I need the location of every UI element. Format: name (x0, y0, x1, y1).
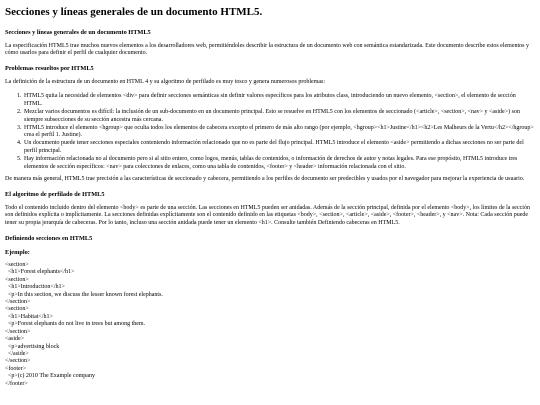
code-example: <section> <h1>Forest elephants</h1> <section> <h1>Introduction</h1> <p>In this section, we discuss the lesser known forest elephants. </section> <section> <h1>Habitat</h1> <p>Forest elephants do not live in trees but among them. </section> <aside> <p>advertising block </aside> </section> <footer> <p>(c) 2010 The Example company </footer> (5, 262, 163, 387)
problems-intro-paragraph: La definición de la estructura de un documento en HTML 4 y su algoritmo de perfilado es muy tosco y genera numerosos problemas: (5, 78, 326, 85)
section-heading-algorithm: El algoritmo de perfilado de HTML5 (5, 191, 105, 199)
list-item: 2. Mezclar varios documentos es difícil: la inclusión de un sub-documento en un documento principal. Esto se resuelve en HTML5 con los elementos de seccionado (<article>, <section>, <nav> y <aside>) son siempre subsecciones de su sección ancestra más cercana. (23, 109, 535, 125)
problems-list (5, 93, 535, 171)
section-heading-overview: Secciones y líneas generales de un documento HTML5 (5, 29, 151, 36)
list-item: 5. Hay información relacionada no al documento pero si al sitio entero, como logos, menús, tablas de contenidos, o información de derechos de autor y notas legales. Para ese propósito, HTML5 introduce tres elementos de sección específicos: <nav> para colecciones de enlaces, como una tabla de contenidos, <footer> y <header> información relacionada con el sitio. (23, 156, 535, 172)
problems-summary-paragraph: De manera más general, HTML5 trae precisión a las características de seccionado y cabecera, permitiendo a los perfiles de documento ser predecibles y usados por el navegador para mejorar la experiencia de usuario. (5, 176, 525, 183)
list-item: 1. HTML5 quita la necesidad de elementos <div> para definir secciones semánticas sin definir valores específicos para los atributos class, introduciendo un nuevo elemento, <section>, el elemento de sección HTML. (23, 93, 535, 109)
page-title: Secciones y líneas generales de un documento HTML5. (5, 6, 263, 18)
section-heading-problems: Problemas resueltos por HTML5 (5, 65, 94, 73)
overview-paragraph: La especificación HTML5 trae muchos nuevos elementos a los desarrolladores web, permitiéndoles describir la estructura de un documento web con semántica estandarizada. Este documento describe estos elementos y cómo usarlos para definir el perfil de cualquier documento. (5, 42, 529, 57)
section-heading-defining: Definiendo secciones en HTML5 (5, 235, 93, 243)
algorithm-paragraph: Todo el contenido incluido dentro del elemento <body> es parte de una sección. Las secciones en HTML5 pueden ser anidadas. Además de la sección principal, definida por el elemento <body>, los límites de la sección son definidos explícita o implícitamente. La secciones definidas explícitamente son el contenido definido en las etiquetas <body>, <section>, <article>, <aside>, <footer>, <header>, y <nav>. Nota: Cada sección puede tener su propia jerarquía de cabeceras. Por lo tanto, incluso una sección anidada puede tener un elemento <h1>. Consulte también Definiendo cabeceras en HTML5. (5, 204, 530, 227)
list-item: 3. HTML5 introduce el elemento <hgroup> que oculta todos los elementos de cabecera excepto el primero de más alto rango (por ejemplo, <hgroup><h1>Justine</h1><h2>Les Malheurs de la Vertu</h2></hgroup> crea el perfil 1. Justine). (23, 125, 535, 141)
list-item: 4. Un documento puede tener secciones especiales conteniendo información relacionado que no es parte del flujo principal. HTML5 introduce el elemento <aside> permitiendo a dichas secciones no ser parte del perfil principal. (23, 140, 535, 156)
example-label: Ejemplo: (5, 248, 30, 256)
